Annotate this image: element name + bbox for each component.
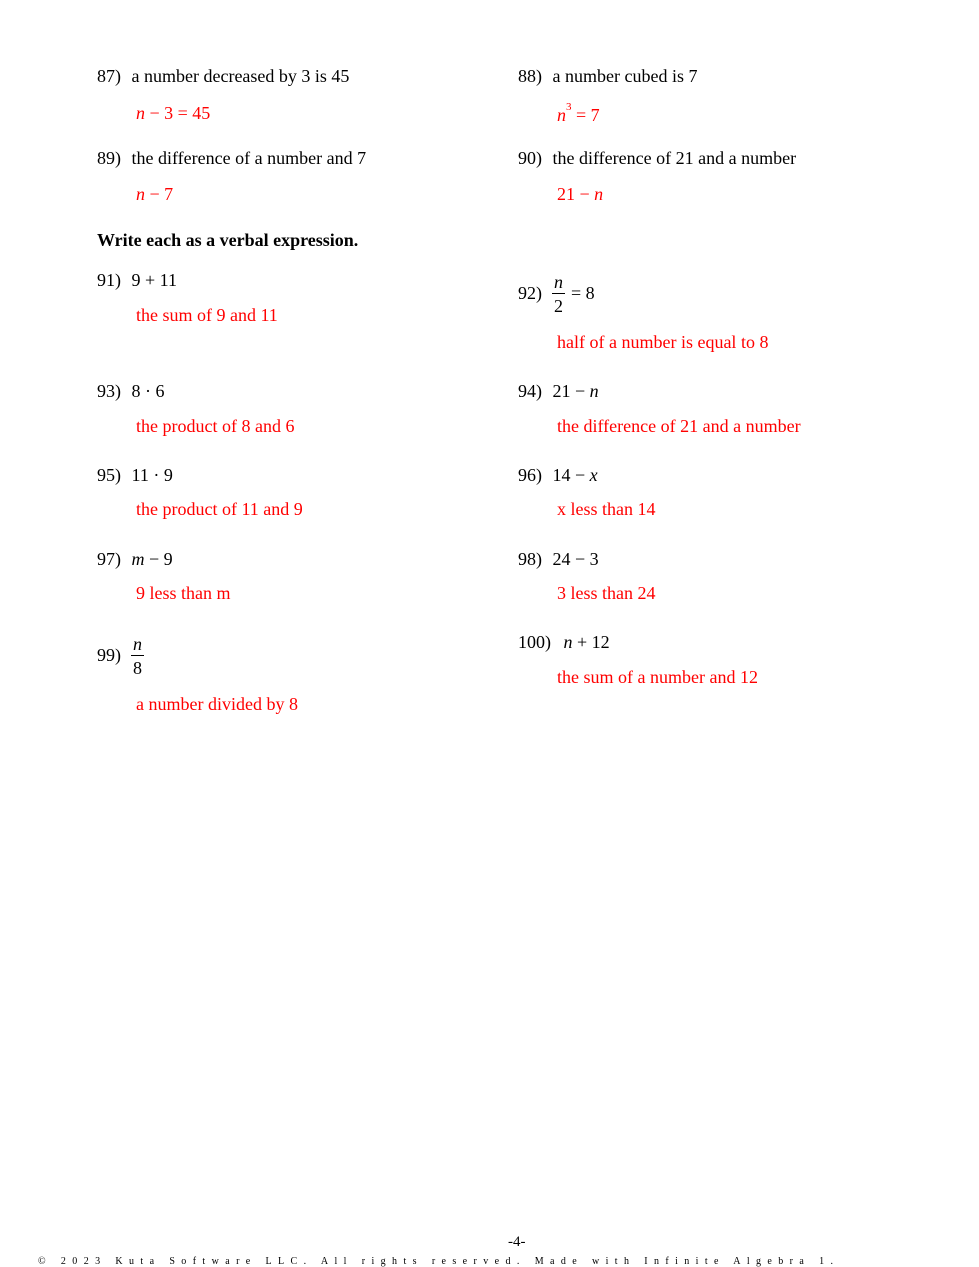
problem-97 xyxy=(97,550,173,568)
answer-rest: − 3 = 45 xyxy=(145,103,211,123)
problem-88 xyxy=(518,67,697,85)
answer-variable: n xyxy=(136,184,145,204)
fraction-99 xyxy=(131,635,144,677)
answer-90 xyxy=(557,185,603,203)
problem-number: 91) xyxy=(97,270,121,290)
problem-number: 96) xyxy=(518,465,542,485)
answer-93: the product of 8 and 6 xyxy=(136,416,295,436)
problem-expression-variable: m xyxy=(131,549,145,569)
answer-97: 9 less than m xyxy=(136,583,231,603)
answer-exponent: 3 xyxy=(566,101,572,113)
problem-expression-variable: n xyxy=(589,381,599,401)
problem-89 xyxy=(97,149,366,167)
answer-87 xyxy=(136,104,210,122)
answer-rest: − 7 xyxy=(145,184,174,204)
problem-92-number: 92) xyxy=(518,283,542,303)
problem-number: 100) xyxy=(518,632,551,652)
problem-number: 88) xyxy=(518,66,542,86)
section-header: Write each as a verbal expression. xyxy=(97,230,359,250)
problem-expression-lead: 21 − xyxy=(552,381,590,401)
problem-number: 87) xyxy=(97,66,121,86)
answer-variable: n xyxy=(136,103,145,123)
problem-number: 89) xyxy=(97,148,121,168)
copyright-footer: © 2023 Kuta Software LLC. All rights reserved. Made with Infinite Algebra 1. xyxy=(38,1256,840,1267)
problem-number: 94) xyxy=(518,381,542,401)
problem-text: a number cubed is 7 xyxy=(552,66,698,86)
problem-99-number: 99) xyxy=(97,645,121,665)
answer-89 xyxy=(136,185,173,203)
problem-expression: 24 − 3 xyxy=(552,549,599,569)
answer-88 xyxy=(557,101,600,125)
answer-100: the sum of a number and 12 xyxy=(557,667,758,687)
problem-text: the difference of 21 and a number xyxy=(552,148,797,168)
problem-expression: 9 + 11 xyxy=(131,270,177,290)
answer-92: half of a number is equal to 8 xyxy=(557,332,769,352)
problem-expression: 8 · 6 xyxy=(131,381,165,401)
problem-number: 90) xyxy=(518,148,542,168)
problem-number: 95) xyxy=(97,465,121,485)
problem-98 xyxy=(518,550,599,568)
problem-94 xyxy=(518,382,599,400)
problem-expression-variable: n xyxy=(563,632,573,652)
answer-96: x less than 14 xyxy=(557,499,656,519)
fraction-denominator: 2 xyxy=(554,296,563,316)
problem-text: the difference of a number and 7 xyxy=(131,148,367,168)
answer-rest: = 7 xyxy=(571,105,600,125)
problem-expression-rest: + 12 xyxy=(572,632,610,652)
problem-90 xyxy=(518,149,796,167)
problem-96 xyxy=(518,466,598,484)
answer-lead: 21 − xyxy=(557,184,595,204)
problem-expression: 11 · 9 xyxy=(131,465,173,485)
answer-variable: n xyxy=(594,184,604,204)
problem-91 xyxy=(97,271,177,289)
fraction-denominator: 8 xyxy=(133,658,142,678)
answer-91: the sum of 9 and 11 xyxy=(136,305,278,325)
problem-95 xyxy=(97,466,173,484)
page-number: -4- xyxy=(508,1234,526,1250)
fraction-92 xyxy=(552,273,565,315)
problem-text: a number decreased by 3 is 45 xyxy=(131,66,350,86)
problem-92-rest: = 8 xyxy=(571,283,595,303)
problem-100 xyxy=(518,633,610,651)
answer-98: 3 less than 24 xyxy=(557,583,656,603)
problem-87 xyxy=(97,67,349,85)
answer-94: the difference of 21 and a number xyxy=(557,416,801,436)
problem-expression-lead: 14 − xyxy=(552,465,590,485)
problem-93 xyxy=(97,382,165,400)
fraction-numerator: n xyxy=(554,272,563,292)
problem-number: 98) xyxy=(518,549,542,569)
answer-99: a number divided by 8 xyxy=(136,694,298,714)
problem-number: 97) xyxy=(97,549,121,569)
problem-expression-variable: x xyxy=(589,465,598,485)
answer-variable: n xyxy=(557,105,566,125)
problem-expression-rest: − 9 xyxy=(144,549,173,569)
problem-number: 93) xyxy=(97,381,121,401)
answer-95: the product of 11 and 9 xyxy=(136,499,303,519)
fraction-numerator: n xyxy=(133,634,142,654)
